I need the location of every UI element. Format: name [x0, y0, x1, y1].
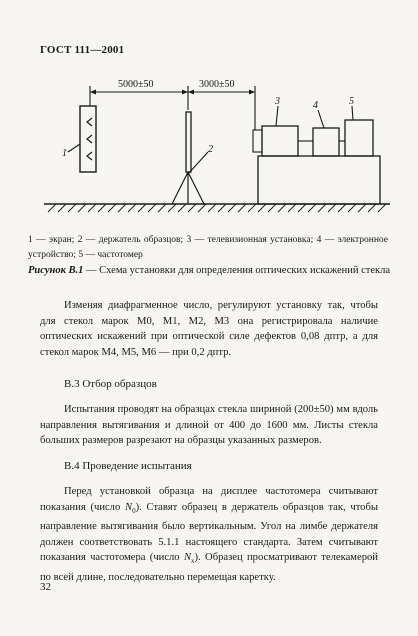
paragraph-procedure: Перед установкой образца на дисплее частотомера считывают показания (число $N_0$). Ставят образец в держатель образцов так, чтобы направление вытягивания было вертикальным. Угол на лимбе держателя должен соответствовать 5.1.1 настоящего стандарта. Затем считывают показания частотомера (число $N_x$). Образец просматривают телекамерой по всей длине, последовательно перемещая каретку. — [40, 486, 378, 584]
document-header: ГОСТ 111—2001 — [40, 44, 125, 56]
frequency-meter — [345, 120, 373, 156]
dimension-label-left: 5000±50 — [118, 79, 154, 90]
screen — [80, 106, 96, 172]
callout-2: 2 — [208, 144, 213, 155]
figure-label: Рисунок В.1 — [28, 265, 84, 276]
sample-holder — [186, 112, 191, 172]
callout-3: 3 — [275, 96, 280, 107]
section-heading-sampling: В.3 Отбор образцов — [64, 378, 157, 390]
callout-4: 4 — [313, 100, 318, 111]
callout-1: 1 — [62, 148, 67, 159]
dimension-label-right: 3000±50 — [199, 79, 235, 90]
paragraph-aperture: Изменяя диафрагменное число, регулируют установку так, чтобы для стекол марок М0, М1, М2, М3 она регистрировала наличие оптических искажений при оптической силе дефектов 0,08 дптр, а для стекол марок М4, М5, М6 — при 0,2 дптр. — [40, 300, 378, 358]
figure-title: — Схема установки для определения оптических искажений стекла — [83, 265, 391, 276]
tv-camera — [262, 126, 298, 156]
figure-legend: 1 — экран; 2 — держатель образцов; 3 — телевизионная установка; 4 — электронное устройство; 5 — частотомер — [28, 235, 388, 260]
setup-diagram — [0, 0, 418, 230]
page-number: 32 — [40, 581, 51, 593]
instrument-table — [258, 156, 380, 204]
paragraph-samples: Испытания проводят на образцах стекла шириной (200±50) мм вдоль направления вытягивания и длиной от 400 до 1600 мм. Листы стекла больших размеров разрезают на образцы указанных размеров. — [40, 404, 378, 447]
figure-caption — [28, 264, 390, 278]
section-heading-testing: В.4 Проведение испытания — [64, 460, 192, 472]
electronic-device — [313, 128, 339, 156]
callout-5: 5 — [349, 96, 354, 107]
